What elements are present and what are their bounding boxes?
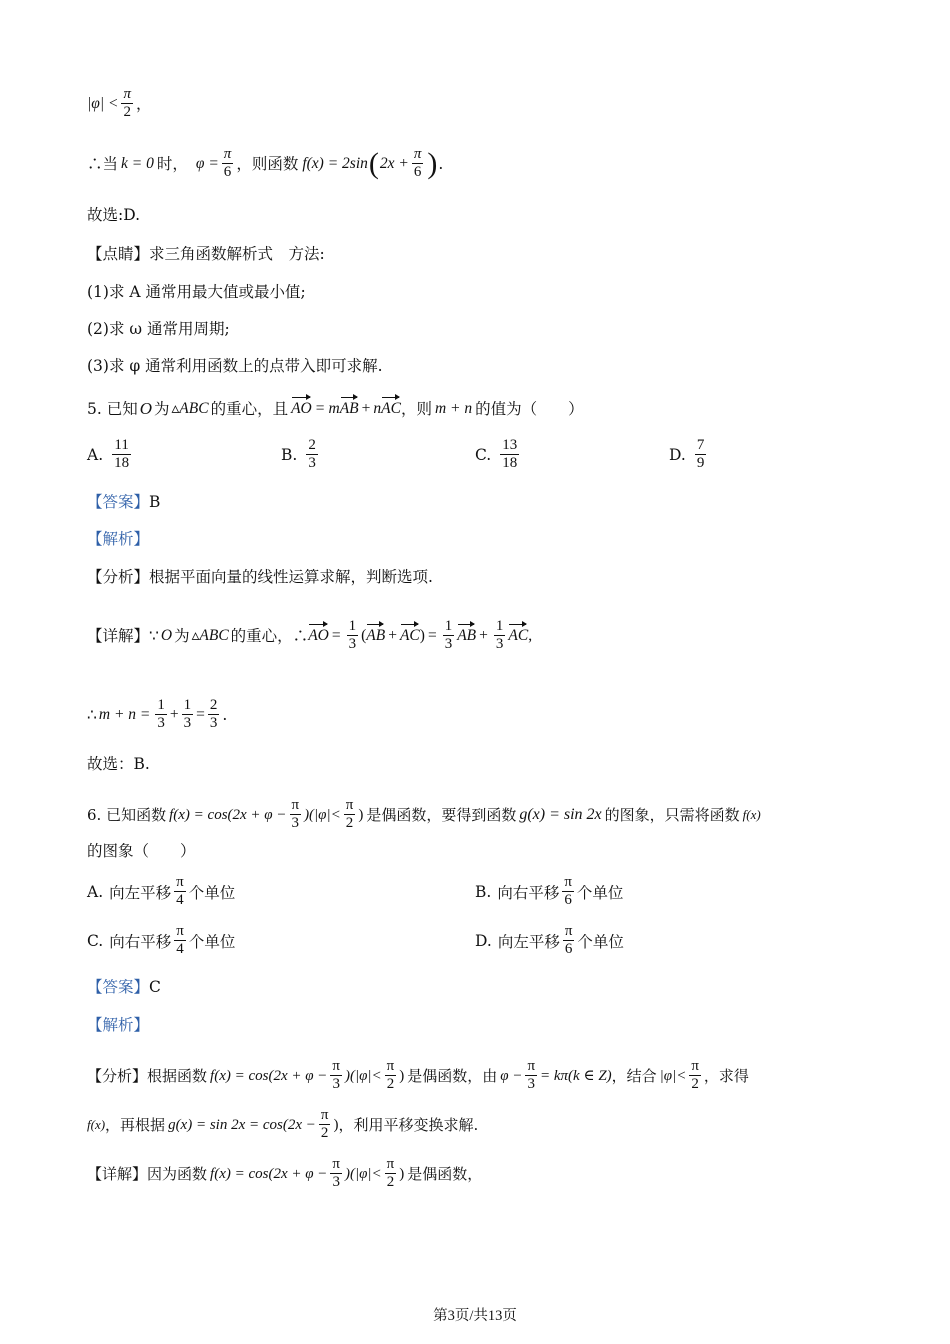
q5-fenxi: 【分析】 根据平面向量的线性运算求解，判断选项. [87, 568, 433, 586]
q5-option-d: D. $\frac{7}{9}$ [669, 437, 705, 471]
q6-option-a: A. 向左平移 $\frac{\pi}{4}$ 个单位 [87, 874, 236, 908]
choose-line: 故选:D. [87, 206, 141, 224]
condition-line: |φ| < $\frac{\pi}{2}$ ， [87, 86, 152, 120]
phi-abs: |φ| < [87, 94, 119, 112]
q6-option-d: D. 向左平移 $\frac{\pi}{6}$ 个单位 [475, 923, 624, 957]
q6-option-b: B. 向右平移 $\frac{\pi}{6}$ 个单位 [475, 874, 624, 908]
vector-ac: AC [381, 398, 401, 420]
q5-option-a: A. $\frac{11}{18}$ [87, 437, 130, 471]
question-5-stem: 5. 已知 O 为 ▵ABC 的重心，且 AO = m AB + n AC ，则 m + n 的值为（ ） [87, 399, 584, 418]
question-6-stem: 6. 已知函数 f(x) = cos(2x + φ − $\frac{\pi}{3}$ )(|φ|< $\frac{\pi}{2}$ ) 是偶函数，要得到函数 g(x) = sin 2x 的图象，只需将函数 f(x) [87, 797, 761, 831]
tips-item: (2)求 ω 通常用周期; [87, 320, 230, 338]
fraction: $\frac{\pi}{6}$ [223, 146, 232, 180]
q6-detail: 【详解】 因为函数 f(x) = cos(2x + φ − $\frac{\pi}{3}$ )(|φ|< $\frac{\pi}{2}$ ) 是偶函数， [87, 1156, 483, 1190]
q5-choose: 故选：B. [87, 755, 150, 773]
question-6-stem-cont: 的图象（ ） [87, 842, 196, 860]
fraction: $\frac{\pi}{2}$ [123, 86, 131, 120]
tips-item: (3)求 φ 通常利用函数上的点带入即可求解. [87, 357, 383, 375]
q6-fenxi-cont: f(x) ，再根据 g(x) = sin 2x = cos(2x − $\frac{\pi}{2}$ ) ，利用平移变换求解. [87, 1107, 479, 1141]
q6-option-c: C. 向右平移 $\frac{\pi}{4}$ 个单位 [87, 923, 236, 957]
page-footer: 第3页/共13页 [433, 1308, 517, 1324]
q5-analysis-tag: 【解析】 [87, 530, 150, 548]
q5-sum: ∴ m + n = $\frac{1}{3}$ + $\frac{1}{3}$ = $\frac{2}{3}$ . [87, 697, 228, 731]
q5-option-c: C. $\frac{13}{18}$ [475, 437, 518, 471]
vector-ab: AB [340, 398, 359, 420]
q6-fenxi: 【分析】 根据函数 f(x) = cos(2x + φ − $\frac{\pi}{3}$ )(|φ|< $\frac{\pi}{2}$ ) 是偶函数，由 φ − $\frac{\pi}{3}$ = kπ(k ∈ Z) ，结合 |φ|< $\frac{\pi}{2}$ ，求得 [87, 1058, 749, 1092]
q5-answer: 【答案】 B [87, 493, 161, 511]
q6-analysis-tag: 【解析】 [87, 1016, 150, 1034]
q5-option-b: B. $\frac{2}{3}$ [281, 437, 316, 471]
q5-detail: 【详解】 ∵ O 为 ▵ABC 的重心，∴ AO = $\frac{1}{3}$ ( AB + AC ) = $\frac{1}{3}$ AB + $\frac{1}{3}$ AC , [87, 618, 533, 652]
q6-answer: 【答案】 C [87, 978, 161, 996]
tips-item: (1)求 A 通常用最大值或最小值; [87, 283, 306, 301]
vector-ao: AO [291, 398, 312, 420]
fraction: $\frac{\pi}{6}$ [413, 146, 422, 180]
conclusion-line: ∴当 k = 0 时， φ = $\frac{\pi}{6}$ ，则函数 f(x) = 2sin ( 2x + $\frac{\pi}{6}$ ) . [87, 146, 444, 180]
tips-title: 【点睛】 求三角函数解析式 方法: [87, 245, 325, 263]
